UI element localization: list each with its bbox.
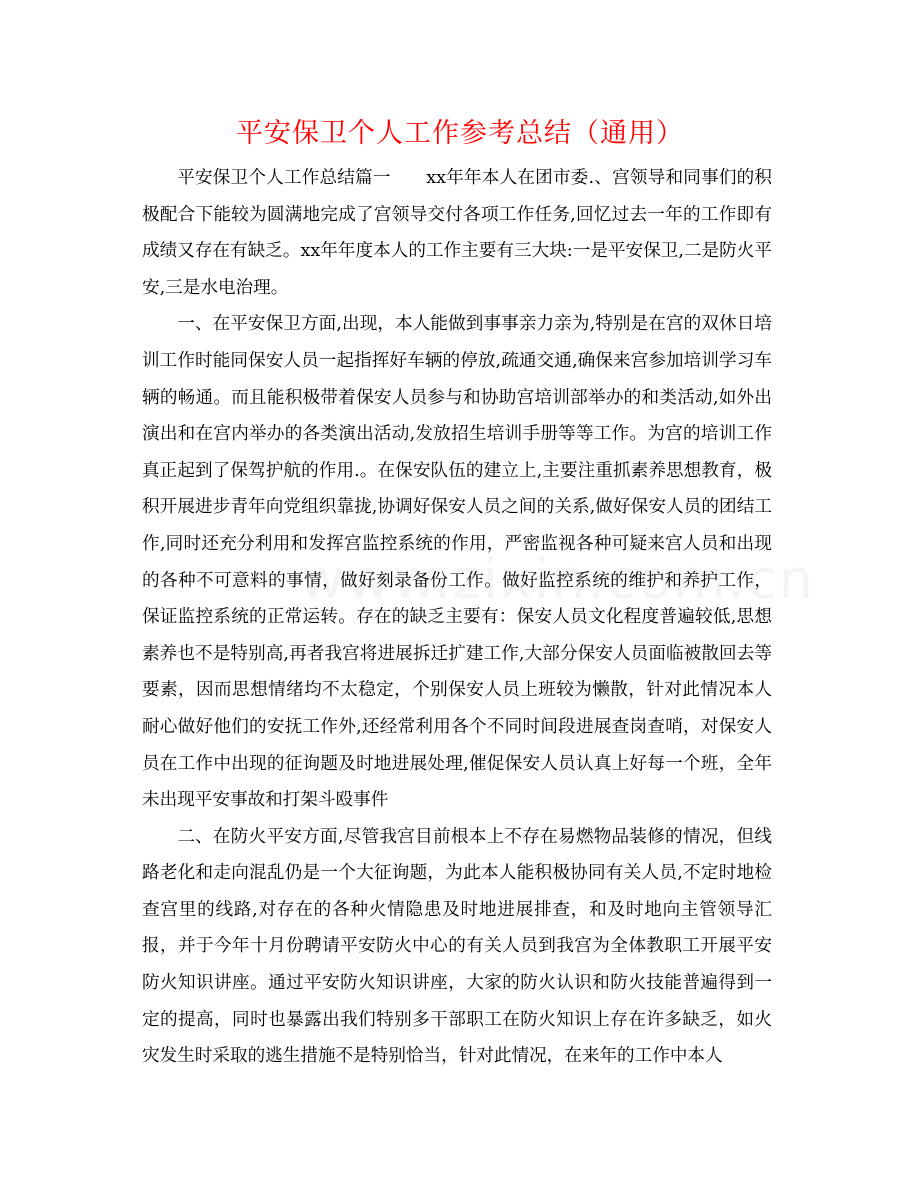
paragraph-security: 一、在平安保卫方面,出现，本人能做到事事亲力亲为,特别是在宫的双休日培训工作时能同保安人员一起指挥好车辆的停放,疏通交通,确保来宫参加培训学习车辆的畅通。而且能积极带着保安人员参与和协助宫培训部举办的和类活动,如外出演出和在宫内举办的各类演出活动,发放招生培训手册等等工作。为宫的培训工作真正起到了保驾护航的作用.。在保安队伍的建立上,主要注重抓素养思想教育，极积开展进步青年向党组织靠拢,协调好保安人员之间的关系,做好保安人员的团结工作,同时还充分利用和发挥宫监控系统的作用，严密监视各种可疑来宫人员和出现的各种不可意料的事情，做好刻录备份工作。做好监控系统的维护和养护工作，保证监控系统的正常运转。存在的缺乏主要有：保安人员文化程度普遍较低,思想素养也不是特别高,再者我宫将进展拆迁扩建工作,大部分保安人员面临被散回去等要素，因而思想情绪均不太稳定，个别保安人员上班较为懒散，针对此情况本人耐心做好他们的安抚工作外,还经常利用各个不同时间段进展查岗查哨，对保安人员在工作中出现的征询题及时地进展处理,催促保安人员认真上好每一个班，全年未出现平安事故和打架斗殴事件	[142, 314, 772, 811]
paragraph-fire-safety: 二、在防火平安方面,尽管我宫目前根本上不存在易燃物品装修的情况，但线路老化和走向混乱仍是一个大征询题，为此本人能积极协同有关人员,不定时地检查宫里的线路,对存在的各种火情隐患及时地进展排查，和及时地向主管领导汇报，并于今年十月份聘请平安防火中心的有关人员到我宫为全体教职工开展平安防火知识讲座。通过平安防火知识讲座，大家的防火认识和防火技能普遍得到一定的提高，同时也暴露出我们特别多干部职工在防火知识上存在许多缺乏，如火灾发生时采取的逃生措施不是特别恰当，针对此情况，在来年的工作中本人	[142, 826, 772, 1067]
paragraph-intro: 平安保卫个人工作总结篇一 xx年年本人在团市委.、宫领导和同事们的积极配合下能较为圆满地完成了宫领导交付各项工作任务,回忆过去一年的工作即有成绩又存在有缺乏。xx年年度本人的工作主要有三大块:一是平安保卫,二是防火平安,三是水电治理。	[142, 168, 772, 298]
document-body	[142, 160, 772, 1075]
document-title: 平安保卫个人工作参考总结（通用）	[236, 118, 684, 149]
